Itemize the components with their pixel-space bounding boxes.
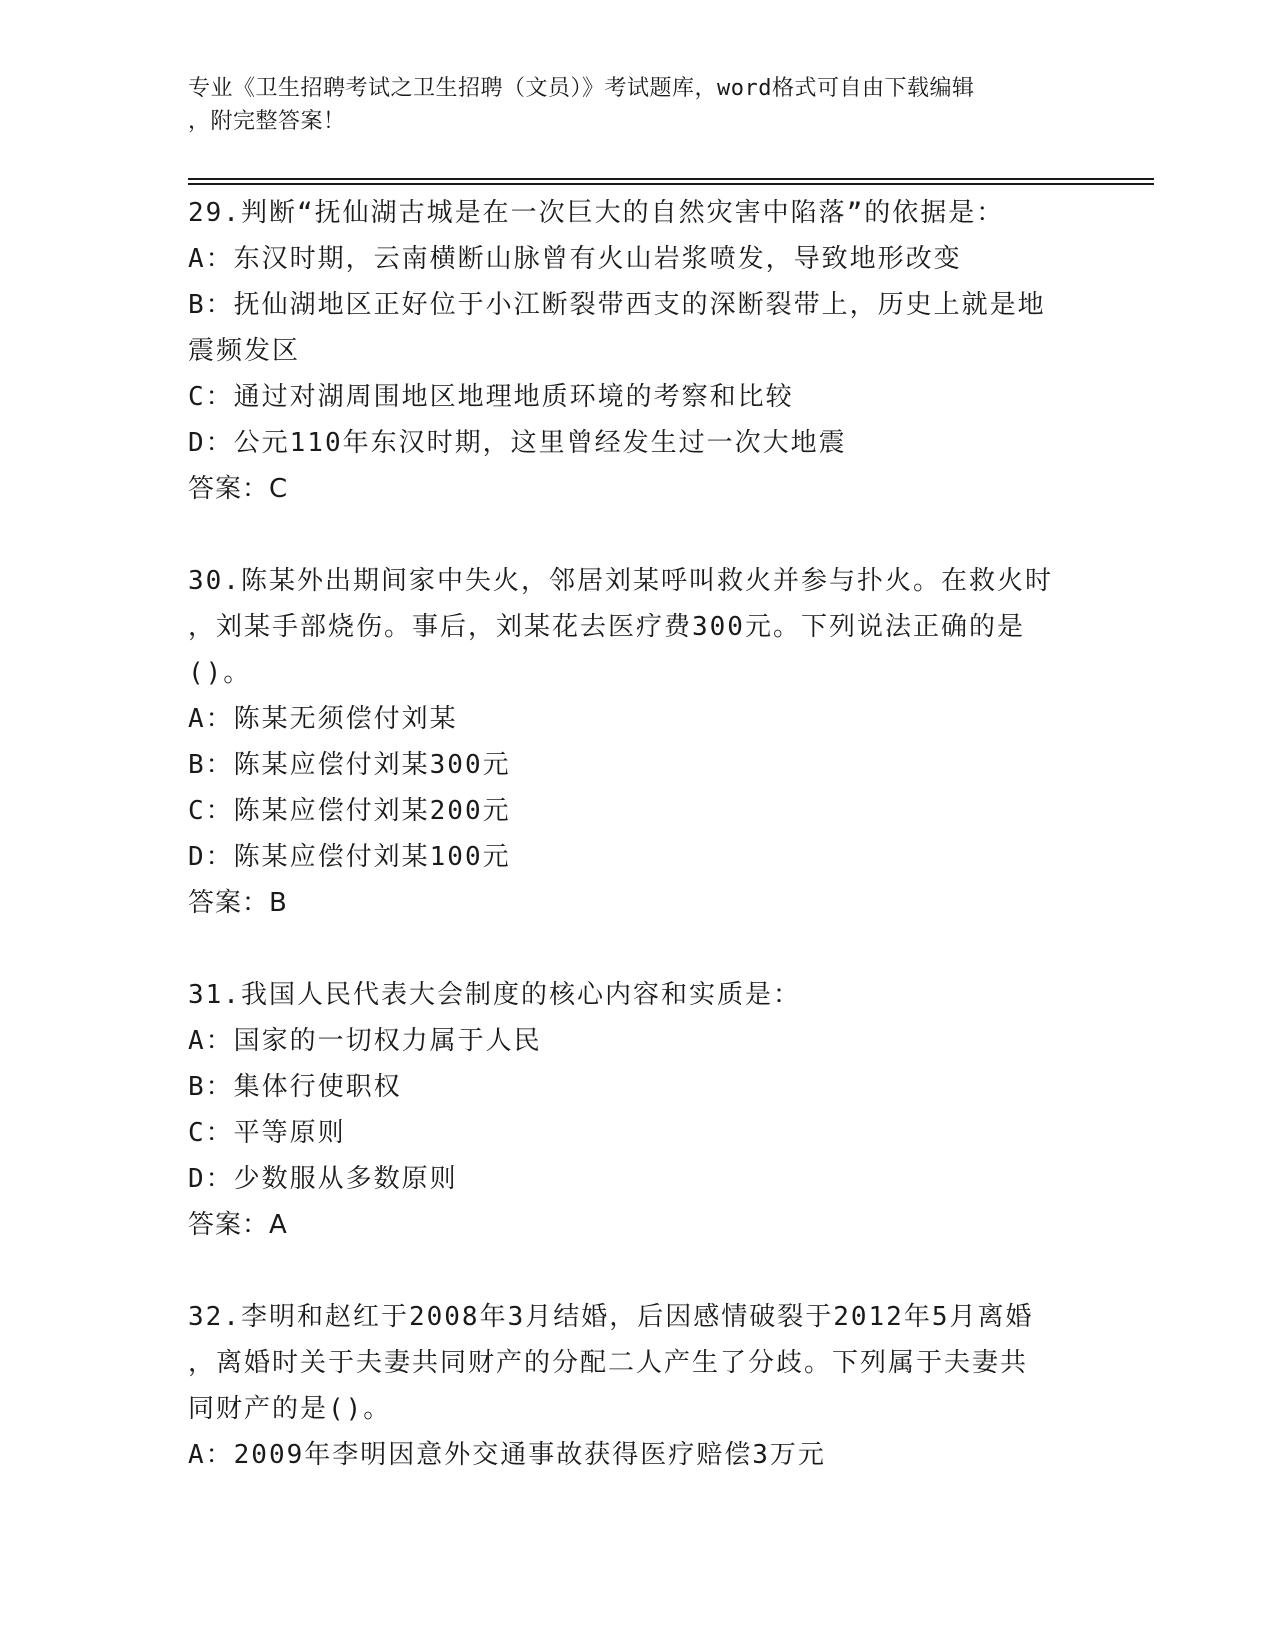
option-a: A：东汉时期，云南横断山脉曾有火山岩浆喷发，导致地形改变 bbox=[188, 244, 962, 274]
option-d: D：公元110年东汉时期，这里曾经发生过一次大地震 bbox=[188, 428, 847, 458]
option-b: B：抚仙湖地区正好位于小江断裂带西支的深断裂带上，历史上就是地 bbox=[188, 290, 1046, 320]
header-divider-top bbox=[188, 178, 1154, 180]
option-c: C：通过对湖周围地区地理地质环境的考察和比较 bbox=[188, 382, 794, 412]
question-stem: 31.我国人民代表大会制度的核心内容和实质是： bbox=[188, 980, 801, 1010]
option-b: B：集体行使职权 bbox=[188, 1072, 402, 1102]
option-b: B：陈某应偿付刘某300元 bbox=[188, 750, 511, 780]
answer-label: 答案：B bbox=[188, 888, 288, 918]
option-d: D：少数服从多数原则 bbox=[188, 1164, 458, 1194]
option-a: A：2009年李明因意外交通事故获得医疗赔偿3万元 bbox=[188, 1440, 826, 1470]
question-stem: 32.李明和赵红于2008年3月结婚，后因感情破裂于2012年5月离婚 bbox=[188, 1302, 1034, 1332]
question-stem-continued: ()。 bbox=[188, 658, 252, 688]
question-block bbox=[188, 558, 1078, 926]
answer-label: 答案：C bbox=[188, 474, 289, 504]
question-stem-continued: 同财产的是()。 bbox=[188, 1394, 392, 1424]
question-block bbox=[188, 190, 1078, 512]
header-divider-bottom bbox=[188, 183, 1154, 185]
option-c: C：陈某应偿付刘某200元 bbox=[188, 796, 511, 826]
question-list bbox=[188, 190, 1078, 1478]
header-line-1: 专业《卫生招聘考试之卫生招聘（文员）》考试题库，word格式可自由下载编辑 bbox=[188, 76, 975, 101]
question-stem-continued: ，刘某手部烧伤。事后，刘某花去医疗费300元。下列说法正确的是 bbox=[188, 612, 1025, 642]
option-a: A：国家的一切权力属于人民 bbox=[188, 1026, 542, 1056]
option-b-continued: 震频发区 bbox=[188, 336, 301, 366]
option-d: D：陈某应偿付刘某100元 bbox=[188, 842, 511, 872]
option-a: A：陈某无须偿付刘某 bbox=[188, 704, 458, 734]
header-line-2: ，附完整答案！ bbox=[188, 109, 346, 134]
question-block bbox=[188, 1294, 1078, 1478]
answer-label: 答案：A bbox=[188, 1210, 288, 1240]
document-header bbox=[188, 72, 1068, 138]
option-c: C：平等原则 bbox=[188, 1118, 346, 1148]
question-stem: 29.判断“抚仙湖古城是在一次巨大的自然灾害中陷落”的依据是： bbox=[188, 198, 1005, 228]
question-stem: 30.陈某外出期间家中失火，邻居刘某呼叫救火并参与扑火。在救火时 bbox=[188, 566, 1053, 596]
question-stem-continued: ，离婚时关于夫妻共同财产的分配二人产生了分歧。下列属于夫妻共 bbox=[188, 1348, 1029, 1378]
question-block bbox=[188, 972, 1078, 1248]
